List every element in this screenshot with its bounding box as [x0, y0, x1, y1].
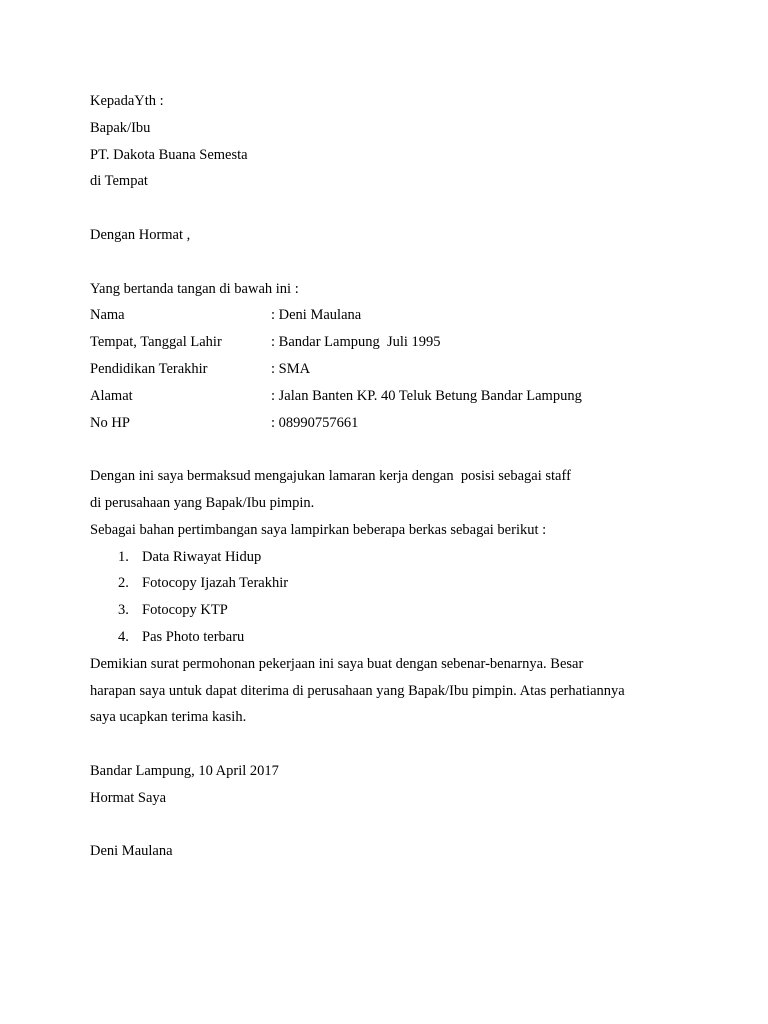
- signature-place-date: Bandar Lampung, 10 April 2017: [90, 762, 279, 779]
- field-label: Pendidikan Terakhir: [90, 360, 208, 377]
- field-value: : Deni Maulana: [271, 307, 362, 324]
- field-row: [90, 410, 700, 437]
- field-label: Tempat, Tanggal Lahir: [90, 334, 222, 351]
- closing-line-2: harapan saya untuk dapat diterima di perusahaan yang Bapak/Ibu pimpin. Atas perhatiannya: [90, 682, 625, 699]
- field-row: [90, 356, 700, 383]
- attachment-text: Fotocopy KTP: [142, 602, 228, 619]
- letter-page: [90, 88, 700, 865]
- field-row: [90, 383, 700, 410]
- greeting: Dengan Hormat ,: [90, 226, 191, 243]
- attachment-item: [90, 570, 700, 597]
- signature-regards: Hormat Saya: [90, 789, 167, 806]
- spacer: [90, 195, 700, 222]
- field-value: : Jalan Banten KP. 40 Teluk Betung Bandar Lampung: [271, 387, 582, 404]
- field-value: : Bandar Lampung Juli 1995: [271, 334, 441, 351]
- attachment-number: 2.: [118, 575, 129, 592]
- attachment-number: 3.: [118, 602, 129, 619]
- attachment-number: 4.: [118, 628, 129, 645]
- attachment-text: Fotocopy Ijazah Terakhir: [142, 575, 289, 592]
- spacer: [90, 731, 700, 758]
- spacer: [90, 436, 700, 463]
- attachment-item: [90, 624, 700, 651]
- spacer: [90, 812, 700, 839]
- attachment-item: [90, 544, 700, 571]
- attachment-text: Pas Photo terbaru: [142, 628, 245, 645]
- body-paragraph-2: Sebagai bahan pertimbangan saya lampirkan beberapa berkas sebagai berikut :: [90, 521, 547, 538]
- attachment-item: [90, 597, 700, 624]
- attachment-number: 1.: [118, 548, 129, 565]
- field-row: [90, 302, 700, 329]
- field-value: : 08990757661: [271, 414, 359, 431]
- spacer: [90, 249, 700, 276]
- signature-name: Deni Maulana: [90, 843, 173, 860]
- intro: Yang bertanda tangan di bawah ini :: [90, 280, 299, 297]
- field-row: [90, 329, 700, 356]
- recipient-line-1: KepadaYth :: [90, 93, 164, 109]
- field-label: Nama: [90, 307, 125, 324]
- field-label: Alamat: [90, 387, 133, 404]
- recipient-line-3: PT. Dakota Buana Semesta: [90, 146, 248, 163]
- closing-line-1: Demikian surat permohonan pekerjaan ini saya buat dengan sebenar-benarnya. Besar: [90, 655, 584, 672]
- attachment-text: Data Riwayat Hidup: [142, 548, 262, 565]
- recipient-line-2: Bapak/Ibu: [90, 119, 151, 136]
- closing-line-3: saya ucapkan terima kasih.: [90, 709, 247, 726]
- body-paragraph-1-line-1: Dengan ini saya bermaksud mengajukan lamaran kerja dengan posisi sebagai staff: [90, 468, 571, 485]
- body-paragraph-1-line-2: di perusahaan yang Bapak/Ibu pimpin.: [90, 494, 315, 511]
- field-label: No HP: [90, 414, 130, 431]
- field-value: : SMA: [271, 360, 311, 377]
- recipient-line-4: di Tempat: [90, 173, 148, 190]
